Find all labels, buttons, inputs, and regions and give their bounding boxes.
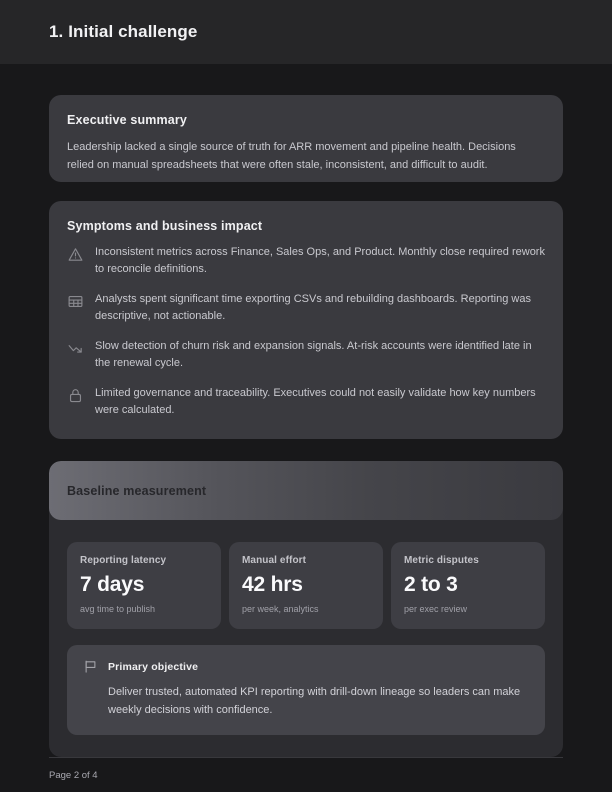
metric-card-reporting-latency (67, 542, 221, 629)
symptoms-card (49, 201, 563, 439)
list-item (67, 338, 545, 372)
primary-objective-header (83, 659, 529, 674)
page-title: 1. Initial challenge (49, 22, 198, 41)
metric-card-metric-disputes (391, 542, 545, 629)
metric-value: 42 hrs (242, 573, 303, 596)
metrics-row (49, 520, 563, 629)
baseline-measurement-card (49, 461, 563, 757)
lock-icon (67, 387, 84, 404)
symptom-text: Inconsistent metrics across Finance, Sales Ops, and Product. Monthly close required rework to reconcile definitions. (95, 246, 545, 275)
list-item (67, 291, 545, 325)
primary-objective-title: Primary objective (108, 660, 199, 673)
page-footer (49, 757, 563, 792)
metric-label: Manual effort (242, 555, 307, 566)
symptoms-title: Symptoms and business impact (67, 219, 263, 233)
metric-card-manual-effort (229, 542, 383, 629)
trending-down-icon (67, 340, 84, 357)
symptoms-list (67, 244, 545, 419)
flag-icon (83, 659, 98, 674)
primary-objective-text: Deliver trusted, automated KPI reporting with drill-down lineage so leaders can make weekly decisions with confidence. (108, 686, 521, 717)
list-item (67, 244, 545, 278)
page-header (0, 0, 612, 64)
list-item (67, 385, 545, 419)
page-content (0, 64, 612, 757)
page-number-label: Page 2 of 4 (49, 769, 98, 781)
baseline-header-band (49, 461, 563, 520)
metric-label: Reporting latency (80, 555, 167, 566)
baseline-title: Baseline measurement (67, 483, 207, 498)
symptom-text: Limited governance and traceability. Executives could not easily validate how key numbers were calculated. (95, 387, 536, 416)
symptom-text: Slow detection of churn risk and expansion signals. At-risk accounts were identified late in the renewal cycle. (95, 340, 532, 369)
warning-triangle-icon (67, 246, 84, 263)
metric-value: 2 to 3 (404, 573, 458, 596)
metric-label: Metric disputes (404, 555, 479, 566)
executive-summary-body: Leadership lacked a single source of truth for ARR movement and pipeline health. Decisions relied on manual spreadsheets that were often stale, inconsistent, and difficult to audit. (67, 141, 516, 171)
executive-summary-card (49, 95, 563, 182)
table-grid-icon (67, 293, 84, 310)
symptom-text: Analysts spent significant time exporting CSVs and rebuilding dashboards. Reporting was descriptive, not actionable. (95, 293, 531, 322)
metric-value: 7 days (80, 573, 145, 596)
executive-summary-title: Executive summary (67, 113, 187, 127)
metric-sublabel: per exec review (404, 604, 468, 615)
primary-objective-callout (67, 645, 545, 735)
metric-sublabel: per week, analytics (242, 604, 319, 615)
metric-sublabel: avg time to publish (80, 604, 156, 615)
